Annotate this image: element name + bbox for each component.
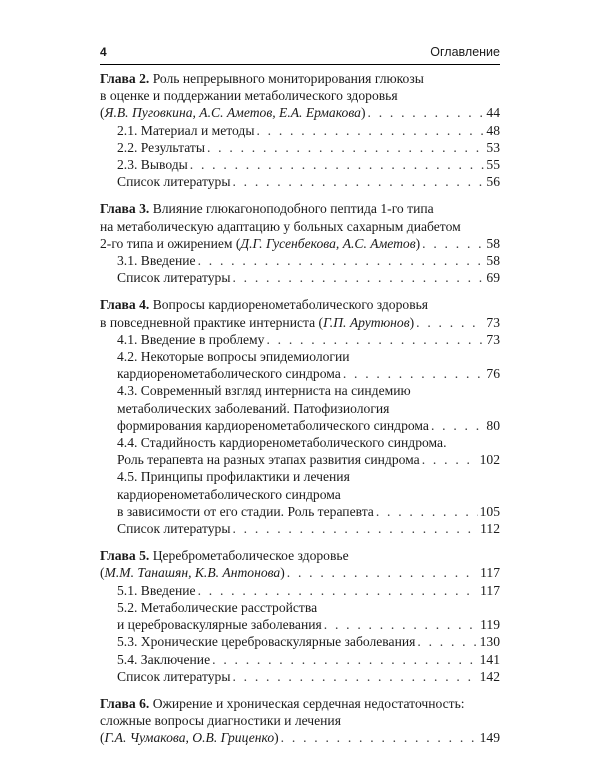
dot-leader (287, 564, 478, 581)
chapter-authors: (Я.В. Пуговкина, А.С. Аметов, Е.А. Ермакова) (100, 105, 366, 121)
page-ref: 142 (479, 668, 500, 684)
section-title-line: 4.2. Некоторые вопросы эпидемиологии (117, 349, 350, 365)
section-entry[interactable] (100, 651, 500, 668)
section-title-line: 5.2. Метаболические расстройства (117, 599, 318, 615)
section-title: формирования кардиоренометаболического синдрома (117, 417, 429, 433)
chapter-title-line: сложные вопросы диагностики и лечения (100, 713, 341, 729)
page-ref: 73 (486, 314, 500, 330)
dot-leader (232, 269, 484, 286)
header-divider (100, 64, 500, 65)
chapter-title: Роль непрерывного мониторирования глюкозы (152, 71, 424, 86)
chapter-title-line (100, 695, 500, 712)
page-ref: 56 (486, 174, 500, 190)
dot-leader (212, 651, 477, 668)
page-ref: 80 (486, 417, 500, 433)
page-ref: 55 (486, 157, 500, 173)
chapter-title-line (100, 296, 500, 313)
chapter-authors: (Г.А. Чумакова, О.В. Гриценко) (100, 730, 279, 746)
section-entry[interactable] (100, 633, 500, 650)
section-entry[interactable] (100, 582, 500, 599)
section-title-line: 4.5. Принципы профилактики и лечения (117, 469, 350, 485)
section-title: 5.4. Заключение (117, 651, 211, 667)
chapter-title-line (100, 70, 500, 87)
dot-leader (232, 520, 478, 537)
page-ref: 73 (486, 331, 500, 347)
page-header (100, 42, 500, 62)
section-entry[interactable] (100, 156, 500, 173)
dot-leader (207, 139, 484, 156)
page-ref: 149 (479, 730, 500, 746)
running-title: Оглавление (430, 45, 500, 59)
page-ref: 44 (486, 105, 500, 121)
chapter-4 (100, 296, 500, 537)
dot-leader (376, 503, 478, 520)
section-entry[interactable] (100, 668, 500, 685)
dot-leader (324, 616, 478, 633)
page-ref: 105 (479, 503, 500, 519)
page-ref: 48 (486, 122, 500, 138)
section-title: Список литературы (117, 668, 231, 684)
section-entry[interactable] (100, 520, 500, 537)
dot-leader (232, 173, 484, 190)
dot-leader (198, 582, 479, 599)
chapter-title: Ожирение и хроническая сердечная недостаточность: (152, 695, 465, 711)
section-title: 2.3. Выводы (117, 157, 188, 173)
page-ref: 58 (486, 235, 500, 251)
section-entry[interactable] (100, 173, 500, 190)
dot-leader (232, 668, 477, 685)
chapter-label: Глава 3. (100, 201, 150, 217)
section-entry[interactable] (100, 451, 500, 468)
page-number: 4 (100, 45, 107, 59)
section-entry[interactable] (100, 365, 500, 382)
section-title: 2.1. Материал и методы (117, 122, 255, 138)
section-title: Роль терапевта на разных этапах развития синдрома (117, 452, 420, 468)
section-title: 2.2. Результаты (117, 139, 205, 155)
section-title: Список литературы (117, 270, 231, 286)
chapter-title-line: на метаболическую адаптацию у больных сахарным диабетом (100, 218, 461, 234)
chapter-authors: в повседневной практике интерниста (Г.П. Арутюнов) (100, 314, 415, 330)
chapter-2 (100, 70, 500, 190)
dot-leader (417, 633, 477, 650)
dot-leader (416, 314, 484, 331)
page-ref: 69 (486, 270, 500, 286)
page-ref: 141 (479, 651, 500, 667)
dot-leader (266, 331, 484, 348)
section-entry[interactable] (100, 616, 500, 633)
section-entry[interactable] (100, 252, 500, 269)
chapter-label: Глава 2. (100, 71, 150, 86)
chapter-authors: (М.М. Танашян, К.В. Антонова) (100, 565, 285, 581)
section-entry[interactable] (100, 139, 500, 156)
page-ref: 130 (479, 634, 500, 650)
section-title-line: кардиоренометаболического синдрома (117, 486, 341, 502)
chapter-authors-entry[interactable] (100, 314, 500, 331)
page-ref: 102 (479, 452, 500, 468)
chapter-label: Глава 5. (100, 548, 150, 564)
dot-leader (422, 235, 484, 252)
dot-leader (368, 104, 485, 121)
chapter-title: Цереброметаболическое здоровье (152, 548, 349, 564)
page-ref: 117 (480, 582, 500, 598)
chapter-title-line (100, 200, 500, 217)
chapter-title: Вопросы кардиоренометаболического здоровья (152, 297, 429, 313)
dot-leader (431, 417, 484, 434)
chapter-authors-entry[interactable] (100, 235, 500, 252)
section-title: в зависимости от его стадии. Роль терапевта (117, 503, 374, 519)
chapter-authors-entry[interactable] (100, 729, 500, 746)
section-entry[interactable] (100, 503, 500, 520)
section-entry[interactable] (100, 122, 500, 139)
section-title-line: 4.3. Современный взгляд интерниста на синдемию (117, 383, 411, 399)
chapter-label: Глава 6. (100, 695, 150, 711)
dot-leader (198, 252, 485, 269)
section-title: 5.3. Хронические цереброваскулярные заболевания (117, 634, 416, 650)
section-entry[interactable] (100, 417, 500, 434)
chapter-5 (100, 547, 500, 685)
dot-leader (422, 451, 478, 468)
chapter-title-line (100, 547, 500, 564)
page-ref: 119 (480, 617, 500, 633)
section-title: и цереброваскулярные заболевания (117, 617, 322, 633)
chapter-3 (100, 200, 500, 286)
section-title-line: 4.4. Стадийность кардиоренометаболического синдрома. (117, 435, 447, 451)
section-entry[interactable] (100, 331, 500, 348)
section-title: Список литературы (117, 174, 231, 190)
chapter-title-line: в оценке и поддержании метаболического здоровья (100, 88, 398, 104)
page-ref: 76 (486, 366, 500, 382)
chapter-authors: 2-го типа и ожирением (Д.Г. Гусенбекова, А.С. Аметов) (100, 235, 421, 251)
section-title: 3.1. Введение (117, 253, 196, 269)
dot-leader (190, 156, 485, 173)
section-title: 4.1. Введение в проблему (117, 331, 265, 347)
section-title: кардиоренометаболического синдрома (117, 366, 341, 382)
page-ref: 58 (486, 253, 500, 269)
page-ref: 53 (486, 139, 500, 155)
section-title: 5.1. Введение (117, 582, 196, 598)
chapter-title: Влияние глюкагоноподобного пептида 1-го типа (152, 201, 434, 217)
page-ref: 117 (480, 565, 500, 581)
dot-leader (343, 365, 485, 382)
dot-leader (281, 729, 478, 746)
chapter-label: Глава 4. (100, 297, 150, 313)
section-entry[interactable] (100, 269, 500, 286)
chapter-authors-entry[interactable] (100, 104, 500, 121)
section-title: Список литературы (117, 521, 231, 537)
chapter-6 (100, 695, 500, 747)
section-title-line: метаболических заболеваний. Патофизиология (117, 400, 390, 416)
dot-leader (256, 122, 484, 139)
chapter-authors-entry[interactable] (100, 564, 500, 581)
page-ref: 112 (480, 521, 500, 537)
table-of-contents (100, 70, 500, 757)
